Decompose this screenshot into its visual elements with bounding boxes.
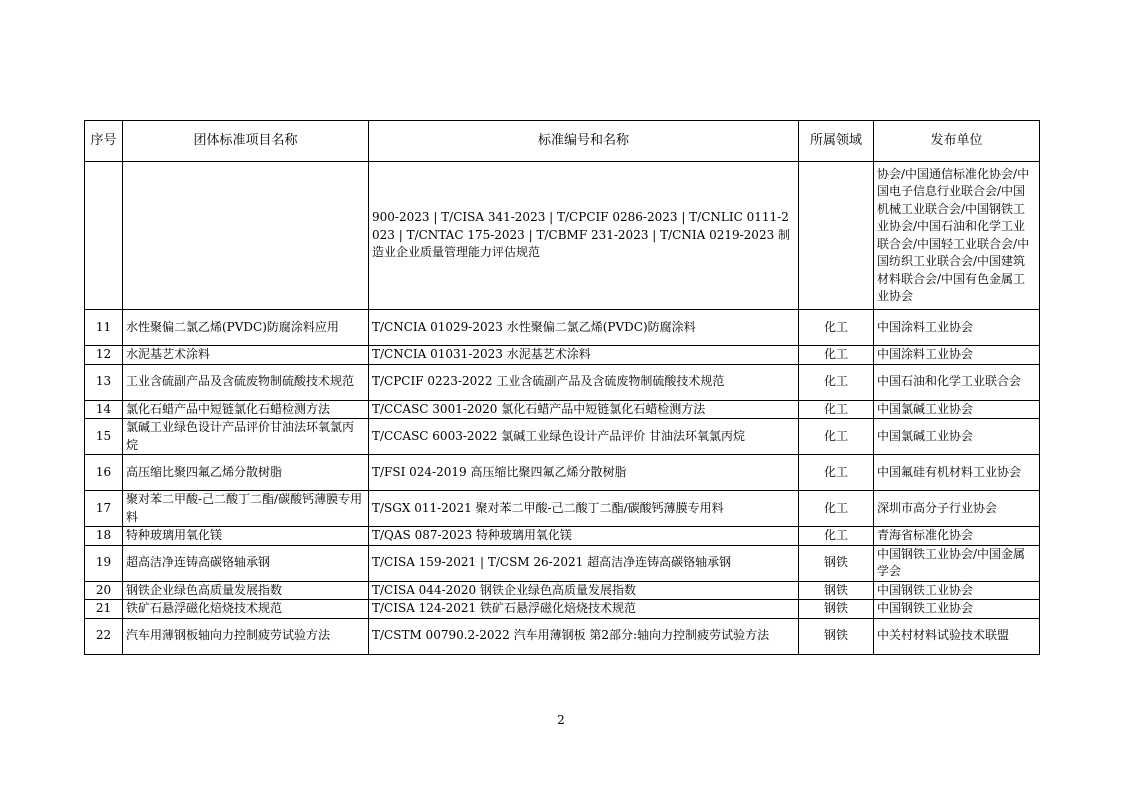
cell-no: 13 xyxy=(85,364,123,400)
cell-project-name: 水性聚偏二氯乙烯(PVDC)防腐涂料应用 xyxy=(123,310,369,346)
cell-standard-code: T/CCASC 6003-2022 氯碱工业绿色设计产品评价 甘油法环氧氯丙烷 xyxy=(369,419,799,455)
header-project-name: 团体标准项目名称 xyxy=(123,121,369,162)
cell-field: 化工 xyxy=(799,455,874,491)
cell-standard-code: T/SGX 011-2021 聚对苯二甲酸-己二酸丁二酯/碳酸钙薄膜专用料 xyxy=(369,491,799,527)
table-row xyxy=(85,310,1040,346)
cell-project-name: 汽车用薄钢板轴向力控制疲劳试验方法 xyxy=(123,618,369,654)
cell-publisher: 中关村材料试验技术联盟 xyxy=(874,618,1040,654)
table-row xyxy=(85,618,1040,654)
cell-publisher: 中国涂料工业协会 xyxy=(874,346,1040,365)
page-number: 2 xyxy=(557,713,565,727)
table-row xyxy=(85,364,1040,400)
cell-project-name: 钢铁企业绿色高质量发展指数 xyxy=(123,581,369,600)
cell-field: 钢铁 xyxy=(799,600,874,619)
cell-field: 钢铁 xyxy=(799,581,874,600)
table-row xyxy=(85,346,1040,365)
cell-standard-code: T/CNCIA 01029-2023 水性聚偏二氯乙烯(PVDC)防腐涂料 xyxy=(369,310,799,346)
cell-publisher: 协会/中国通信标准化协会/中国电子信息行业联合会/中国机械工业联合会/中国钢铁工业协会/中国石油和化学工业联合会/中国轻工业联合会/中国纺织工业联合会/中国建筑材料联合会/中国有色金属工业协会 xyxy=(874,162,1040,310)
standards-table xyxy=(84,120,1040,655)
cell-project-name: 特种玻璃用氧化镁 xyxy=(123,527,369,546)
cell-project-name: 氯化石蜡产品中短链氯化石蜡检测方法 xyxy=(123,400,369,419)
table-row xyxy=(85,491,1040,527)
cell-publisher: 中国石油和化学工业联合会 xyxy=(874,364,1040,400)
cell-field: 化工 xyxy=(799,527,874,546)
table-row-continuation xyxy=(85,162,1040,310)
cell-field: 钢铁 xyxy=(799,618,874,654)
cell-standard-code: T/FSI 024-2019 高压缩比聚四氟乙烯分散树脂 xyxy=(369,455,799,491)
cell-no: 14 xyxy=(85,400,123,419)
cell-project-name: 聚对苯二甲酸-己二酸丁二酯/碳酸钙薄膜专用料 xyxy=(123,491,369,527)
cell-publisher: 中国氟硅有机材料工业协会 xyxy=(874,455,1040,491)
cell-field xyxy=(799,162,874,310)
cell-field: 化工 xyxy=(799,400,874,419)
cell-field: 化工 xyxy=(799,310,874,346)
cell-field: 化工 xyxy=(799,491,874,527)
cell-project-name: 水泥基艺术涂料 xyxy=(123,346,369,365)
cell-standard-code: T/CCASC 3001-2020 氯化石蜡产品中短链氯化石蜡检测方法 xyxy=(369,400,799,419)
cell-field: 化工 xyxy=(799,364,874,400)
cell-project-name: 超高洁净连铸高碳铬轴承钢 xyxy=(123,545,369,581)
table-row xyxy=(85,600,1040,619)
header-standard-code: 标准编号和名称 xyxy=(369,121,799,162)
cell-no: 11 xyxy=(85,310,123,346)
cell-project-name: 高压缩比聚四氟乙烯分散树脂 xyxy=(123,455,369,491)
cell-no: 20 xyxy=(85,581,123,600)
cell-standard-code: T/CISA 159-2021 | T/CSM 26-2021 超高洁净连铸高碳铬轴承钢 xyxy=(369,545,799,581)
cell-field: 钢铁 xyxy=(799,545,874,581)
cell-no: 16 xyxy=(85,455,123,491)
cell-standard-code: T/CISA 044-2020 钢铁企业绿色高质量发展指数 xyxy=(369,581,799,600)
cell-publisher: 青海省标准化协会 xyxy=(874,527,1040,546)
cell-no: 12 xyxy=(85,346,123,365)
cell-publisher: 中国钢铁工业协会 xyxy=(874,581,1040,600)
table-header-row xyxy=(85,121,1040,162)
cell-standard-code: T/CNCIA 01031-2023 水泥基艺术涂料 xyxy=(369,346,799,365)
cell-no: 15 xyxy=(85,419,123,455)
header-no: 序号 xyxy=(85,121,123,162)
cell-no: 19 xyxy=(85,545,123,581)
table-row xyxy=(85,527,1040,546)
cell-project-name xyxy=(123,162,369,310)
cell-publisher: 中国涂料工业协会 xyxy=(874,310,1040,346)
header-publisher: 发布单位 xyxy=(874,121,1040,162)
cell-publisher: 中国氯碱工业协会 xyxy=(874,400,1040,419)
cell-no xyxy=(85,162,123,310)
cell-publisher: 中国氯碱工业协会 xyxy=(874,419,1040,455)
cell-standard-code: T/CISA 124-2021 铁矿石悬浮磁化焙烧技术规范 xyxy=(369,600,799,619)
table-row xyxy=(85,581,1040,600)
cell-no: 21 xyxy=(85,600,123,619)
cell-standard-code: T/CPCIF 0223-2022 工业含硫副产品及含硫废物制硫酸技术规范 xyxy=(369,364,799,400)
table-row xyxy=(85,455,1040,491)
cell-publisher: 深圳市高分子行业协会 xyxy=(874,491,1040,527)
cell-no: 18 xyxy=(85,527,123,546)
header-field: 所属领域 xyxy=(799,121,874,162)
table-row xyxy=(85,419,1040,455)
cell-project-name: 铁矿石悬浮磁化焙烧技术规范 xyxy=(123,600,369,619)
cell-standard-code: T/CSTM 00790.2-2022 汽车用薄钢板 第2部分:轴向力控制疲劳试验方法 xyxy=(369,618,799,654)
cell-no: 22 xyxy=(85,618,123,654)
cell-standard-code: T/QAS 087-2023 特种玻璃用氧化镁 xyxy=(369,527,799,546)
cell-field: 化工 xyxy=(799,346,874,365)
cell-publisher: 中国钢铁工业协会/中国金属学会 xyxy=(874,545,1040,581)
cell-field: 化工 xyxy=(799,419,874,455)
table-row xyxy=(85,400,1040,419)
cell-project-name: 工业含硫副产品及含硫废物制硫酸技术规范 xyxy=(123,364,369,400)
cell-standard-code: 900-2023 | T/CISA 341-2023 | T/CPCIF 0286-2023 | T/CNLIC 0111-2023 | T/CNTAC 175-2023 | T/CBMF 231-2023 | T/CNIA 0219-2023 制造业企业质量管理能力评估规范 xyxy=(369,162,799,310)
table-row xyxy=(85,545,1040,581)
cell-project-name: 氯碱工业绿色设计产品评价甘油法环氧氯丙烷 xyxy=(123,419,369,455)
cell-no: 17 xyxy=(85,491,123,527)
cell-publisher: 中国钢铁工业协会 xyxy=(874,600,1040,619)
